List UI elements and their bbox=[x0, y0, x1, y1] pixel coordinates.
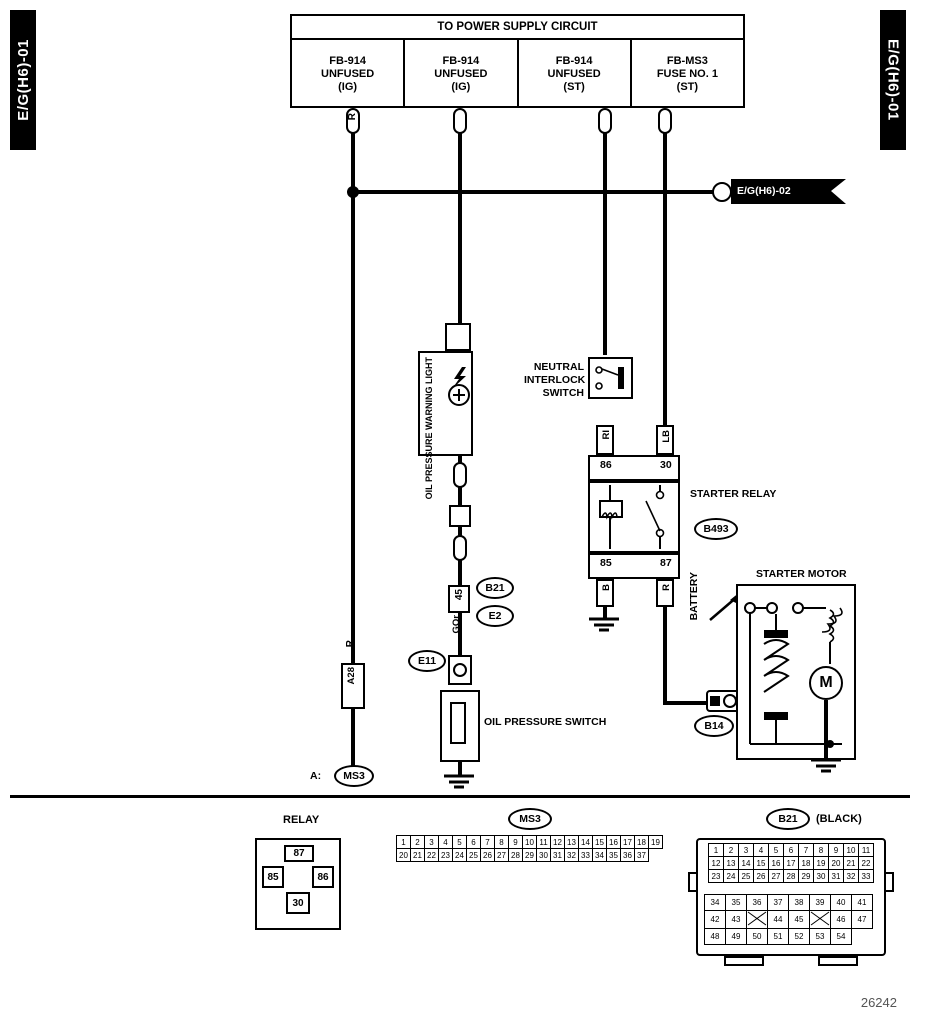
switch-node-icon bbox=[450, 657, 470, 683]
pin-cell: 8 bbox=[495, 836, 509, 849]
relay-pin86-color-box bbox=[596, 425, 614, 455]
fuse-state: UNFUSED bbox=[547, 67, 601, 80]
pin-cell: 34 bbox=[705, 895, 726, 911]
relay-legend-pin-87: 87 bbox=[284, 845, 314, 862]
b-wrap bbox=[601, 584, 612, 591]
connector-pin-45 bbox=[448, 585, 470, 613]
pin-cell: 24 bbox=[453, 849, 467, 862]
e2-badge: E2 bbox=[476, 605, 514, 627]
power-supply-title: TO POWER SUPPLY CIRCUIT bbox=[292, 16, 743, 40]
fuse-name: FB-914 bbox=[442, 54, 480, 67]
relay-legend-pin-85: 85 bbox=[262, 866, 284, 888]
relay-legend-pin-30: 30 bbox=[286, 892, 310, 914]
pin-cell: 25 bbox=[739, 870, 754, 883]
relay-pin-30: 30 bbox=[660, 459, 672, 471]
oil-lamp-top-connector bbox=[445, 323, 471, 351]
pin-cell: 43 bbox=[726, 911, 747, 929]
pin-cell: 37 bbox=[635, 849, 649, 862]
a-ms3-badge: MS3 bbox=[334, 765, 374, 787]
pin-cell: 32 bbox=[565, 849, 579, 862]
ground-symbol-icon-relay bbox=[588, 617, 620, 633]
wire-ms3-fuse1 bbox=[663, 133, 667, 428]
relay-pin85-color-box bbox=[596, 579, 614, 607]
wire-bus-to-eg02 bbox=[351, 190, 718, 194]
fuse-mode: (IG) bbox=[451, 80, 471, 93]
b21-legend-tab-right bbox=[884, 872, 894, 892]
pin-cell: 27 bbox=[769, 870, 784, 883]
relay-pin87-color-box bbox=[656, 579, 674, 607]
pin-cell: 9 bbox=[509, 836, 523, 849]
pin-cell: 29 bbox=[523, 849, 537, 862]
pin-cell: 5 bbox=[769, 844, 784, 857]
pin-cell-blocked bbox=[747, 911, 768, 929]
wire-relay87-down bbox=[663, 607, 667, 705]
pin-cell: 12 bbox=[709, 857, 724, 870]
pin-cell: 17 bbox=[784, 857, 799, 870]
pin-cell: 29 bbox=[799, 870, 814, 883]
b21-pinout-upper bbox=[708, 843, 874, 883]
pin-cell: 20 bbox=[829, 857, 844, 870]
relay-pin-85: 85 bbox=[600, 557, 612, 569]
pin-cell: 14 bbox=[739, 857, 754, 870]
pin-cell: 5 bbox=[453, 836, 467, 849]
pin-cell: 33 bbox=[579, 849, 593, 862]
pin-cell: 12 bbox=[551, 836, 565, 849]
fuse-name: FB-914 bbox=[329, 54, 366, 67]
wire-ig-right bbox=[458, 133, 462, 323]
pin-cell: 22 bbox=[859, 857, 874, 870]
a28-color-wrap bbox=[345, 640, 356, 647]
power-supply-column bbox=[292, 40, 405, 108]
wire-to-b14 bbox=[663, 701, 708, 705]
fuse-mode: (ST) bbox=[563, 80, 585, 93]
fuse-mode: (ST) bbox=[676, 80, 699, 93]
pin-cell: 16 bbox=[607, 836, 621, 849]
pin-cell: 10 bbox=[523, 836, 537, 849]
pin-cell: 9 bbox=[829, 844, 844, 857]
a28-label: A28 bbox=[346, 667, 357, 685]
pin-cell: 7 bbox=[799, 844, 814, 857]
pin-cell: 26 bbox=[481, 849, 495, 862]
pin-cell: 2 bbox=[411, 836, 425, 849]
oil-switch-label: OIL PRESSURE SWITCH bbox=[484, 716, 607, 728]
fuse-state: UNFUSED bbox=[434, 67, 488, 80]
pin-cell: 28 bbox=[509, 849, 523, 862]
pin-cell: 15 bbox=[754, 857, 769, 870]
pin-cell: 48 bbox=[705, 929, 726, 945]
pin-cell: 52 bbox=[789, 929, 810, 945]
ms3-legend-badge: MS3 bbox=[508, 808, 552, 830]
b21-legend-color: (BLACK) bbox=[816, 813, 862, 825]
pin-cell: 38 bbox=[789, 895, 810, 911]
pin-cell: 19 bbox=[649, 836, 663, 849]
pin-cell: 19 bbox=[814, 857, 829, 870]
pin-cell: 18 bbox=[635, 836, 649, 849]
pin-cell: 34 bbox=[593, 849, 607, 862]
pin-cell: 33 bbox=[859, 870, 874, 883]
a-ms3-prefix: A: bbox=[310, 770, 322, 782]
power-supply-column bbox=[519, 40, 632, 108]
pin-cell: 45 bbox=[789, 911, 810, 929]
page-tab-left-label: E/G(H6)-01 bbox=[14, 39, 32, 121]
connector-terminal-3 bbox=[598, 108, 612, 134]
wire-ig-left bbox=[351, 133, 355, 663]
pin-cell: 44 bbox=[768, 911, 789, 929]
b21-pinout-lower bbox=[704, 894, 873, 945]
oil-pressure-switch bbox=[440, 690, 480, 762]
relay-internal-icon bbox=[590, 483, 678, 551]
a28-wire-color: R bbox=[345, 640, 356, 648]
pin-cell: 36 bbox=[621, 849, 635, 862]
a28-label-wrap bbox=[346, 667, 357, 684]
pin-cell: 54 bbox=[831, 929, 852, 945]
pin-cell: 10 bbox=[844, 844, 859, 857]
ms3-pinout-row1 bbox=[396, 835, 663, 849]
pin-cell: 3 bbox=[425, 836, 439, 849]
oil-lamp-label-wrap bbox=[424, 357, 444, 500]
starter-relay-body bbox=[588, 481, 680, 553]
neutral-switch-symbol-icon bbox=[590, 359, 631, 397]
fuse-mode: (IG) bbox=[338, 80, 358, 93]
pin-cell: 51 bbox=[768, 929, 789, 945]
pin-cell: 13 bbox=[565, 836, 579, 849]
section-divider bbox=[10, 795, 910, 798]
pin-cell-blocked bbox=[810, 911, 831, 929]
pin-cell: 30 bbox=[814, 870, 829, 883]
connector-terminal-4 bbox=[658, 108, 672, 134]
relay-legend-title: RELAY bbox=[283, 814, 320, 826]
power-supply-column bbox=[632, 40, 743, 108]
pin-cell: 15 bbox=[593, 836, 607, 849]
b21-legend-badge: B21 bbox=[766, 808, 810, 830]
pin-cell: 37 bbox=[768, 895, 789, 911]
pin-cell: 17 bbox=[621, 836, 635, 849]
pin-cell: 2 bbox=[724, 844, 739, 857]
pin-cell: 46 bbox=[831, 911, 852, 929]
fuse-state: UNFUSED bbox=[321, 67, 375, 80]
fuse-name: FB-914 bbox=[555, 54, 593, 67]
pin-cell: 36 bbox=[747, 895, 768, 911]
pin-cell: 28 bbox=[784, 870, 799, 883]
pin-cell: 25 bbox=[467, 849, 481, 862]
b21-badge: B21 bbox=[476, 577, 514, 599]
b14-badge: B14 bbox=[694, 715, 734, 737]
pin-cell: 13 bbox=[724, 857, 739, 870]
lamp-symbol-icon bbox=[444, 365, 474, 411]
fuse-state: FUSE NO. 1 bbox=[656, 67, 718, 80]
r-wrap bbox=[661, 584, 672, 591]
page-tab-right bbox=[880, 10, 906, 150]
wire-a28-down bbox=[351, 709, 355, 769]
pin-cell: 16 bbox=[769, 857, 784, 870]
pin-cell: 42 bbox=[705, 911, 726, 929]
relay-legend-pin-86: 86 bbox=[312, 866, 334, 888]
pin-cell: 11 bbox=[859, 844, 874, 857]
motor-symbol: M bbox=[809, 666, 843, 700]
eg02-link-label: E/G(H6)-02 bbox=[737, 185, 791, 197]
wire-motor-ground-stub bbox=[824, 700, 828, 758]
pin-cell: 6 bbox=[467, 836, 481, 849]
e11-badge: E11 bbox=[408, 650, 446, 672]
oil-switch-symbol bbox=[450, 702, 466, 744]
pin-cell: 7 bbox=[481, 836, 495, 849]
pin-cell: 4 bbox=[754, 844, 769, 857]
pin-cell: 1 bbox=[397, 836, 411, 849]
pin-cell: 18 bbox=[799, 857, 814, 870]
ground-symbol-icon bbox=[443, 774, 475, 790]
pin-cell: 50 bbox=[747, 929, 768, 945]
page-tab-left bbox=[10, 10, 36, 150]
oil-switch-top-connector bbox=[448, 655, 472, 685]
pin-cell: 35 bbox=[607, 849, 621, 862]
relay-pin-87: 87 bbox=[660, 557, 672, 569]
pin-cell: 32 bbox=[844, 870, 859, 883]
battery-label-wrap bbox=[688, 572, 700, 642]
wire-color-gor-wrap bbox=[451, 615, 467, 649]
pin-cell: 3 bbox=[739, 844, 754, 857]
connector-terminal-2 bbox=[453, 108, 467, 134]
figure-number: 26242 bbox=[860, 995, 897, 1010]
pin-cell: 31 bbox=[551, 849, 565, 862]
junction-dot bbox=[347, 186, 359, 198]
ri-wrap bbox=[601, 430, 612, 440]
battery-label: BATTERY bbox=[688, 572, 700, 621]
wire-color-lb: LB bbox=[661, 430, 672, 443]
wire-st bbox=[603, 133, 607, 355]
b21-legend-tab-left bbox=[688, 872, 698, 892]
oil-lamp-connector-a bbox=[453, 462, 467, 488]
pin-cell: 39 bbox=[810, 895, 831, 911]
relay-pin-86: 86 bbox=[600, 459, 612, 471]
pin-cell: 53 bbox=[810, 929, 831, 945]
pin-cell: 20 bbox=[397, 849, 411, 862]
wire-color-gor: GOr bbox=[451, 615, 462, 634]
starter-relay-code-badge: B493 bbox=[694, 518, 738, 540]
page-tab-right-label: E/G(H6)-01 bbox=[884, 39, 902, 121]
starter-motor-label: STARTER MOTOR bbox=[756, 568, 847, 580]
pin-cell: 23 bbox=[439, 849, 453, 862]
connector-terminal-1-label: R bbox=[346, 112, 358, 120]
pin-cell: 6 bbox=[784, 844, 799, 857]
ground-symbol-icon-motor bbox=[810, 758, 842, 774]
pin-cell: 23 bbox=[709, 870, 724, 883]
wire-color-ri: RI bbox=[601, 430, 612, 440]
b21-legend-foot-right bbox=[818, 956, 858, 966]
connector-a28 bbox=[341, 663, 365, 709]
pin-cell: 11 bbox=[537, 836, 551, 849]
ms3-pinout-row2 bbox=[396, 848, 649, 862]
pin-cell: 22 bbox=[425, 849, 439, 862]
pin-cell: 24 bbox=[724, 870, 739, 883]
oil-lamp-connector-b bbox=[453, 535, 467, 561]
pin-45-wrap bbox=[454, 589, 465, 600]
pin-cell: 14 bbox=[579, 836, 593, 849]
pin-cell: 21 bbox=[844, 857, 859, 870]
power-supply-column bbox=[405, 40, 518, 108]
wire-color-r: R bbox=[661, 584, 672, 591]
lb-wrap bbox=[661, 430, 672, 443]
oil-lamp-joint bbox=[449, 505, 471, 527]
power-supply-columns bbox=[292, 40, 743, 108]
pin-cell: 47 bbox=[852, 911, 873, 929]
wire-color-b: B bbox=[601, 584, 612, 591]
link-node-circle bbox=[712, 182, 732, 202]
oil-pressure-warning-light bbox=[418, 351, 473, 500]
pin-cell: 41 bbox=[852, 895, 873, 911]
pin-cell: 4 bbox=[439, 836, 453, 849]
pin-cell: 40 bbox=[831, 895, 852, 911]
pin-cell: 35 bbox=[726, 895, 747, 911]
pin-cell: 8 bbox=[814, 844, 829, 857]
pin-cell: 26 bbox=[754, 870, 769, 883]
power-supply-box bbox=[290, 14, 745, 108]
pin-cell: 21 bbox=[411, 849, 425, 862]
pin-cell: 1 bbox=[709, 844, 724, 857]
pin-cell: 27 bbox=[495, 849, 509, 862]
fuse-name: FB-MS3 bbox=[666, 54, 708, 67]
neutral-switch-label: NEUTRAL INTERLOCK SWITCH bbox=[524, 361, 586, 399]
starter-relay-label: STARTER RELAY bbox=[690, 488, 777, 500]
pin-45-label: 45 bbox=[454, 589, 465, 601]
pin-cell: 49 bbox=[726, 929, 747, 945]
neutral-interlock-switch bbox=[588, 357, 633, 399]
oil-lamp-label: OIL PRESSURE WARNING LIGHT bbox=[424, 357, 434, 500]
relay-pin30-color-box bbox=[656, 425, 674, 455]
b21-legend-foot-left bbox=[724, 956, 764, 966]
pin-cell: 30 bbox=[537, 849, 551, 862]
pin-cell: 31 bbox=[829, 870, 844, 883]
